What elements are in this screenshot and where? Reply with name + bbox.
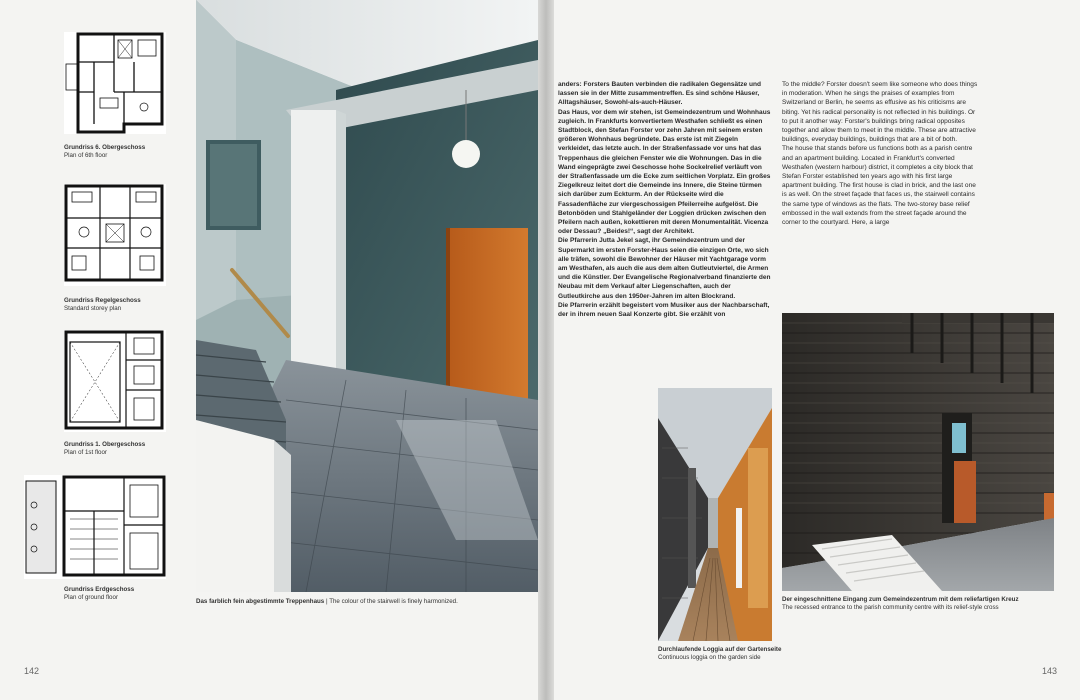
german-paragraph: anders: Forsters Bauten verbinden die radikalen Gegensätze und lassen sie in der Mitte zusammentreffen. Es sind schöne Häuser, Alltagshäuser, Sowohl-als-auch-Häuser. xyxy=(558,81,762,107)
caption-en: The recessed entrance to the parish community centre with its relief-style cross xyxy=(782,604,999,611)
entrance-caption xyxy=(782,596,1062,612)
plan-caption-en: Plan of ground floor xyxy=(64,594,119,601)
german-paragraph: Die Pfarrerin erzählt begeistert vom Musiker aus der Nachbarschaft, der in ihrem neuen Saal Konzerte gibt. Sie erzählt von xyxy=(558,301,770,319)
english-paragraph: To the middle? Forster doesn't seem like someone who does things in moderation. When he sings the praises of examples from Switzerland or Berlin, he seems as effusive as his criticisms are biting. Yet his radical personality is not reflected in his buildings. Or to put it another way: Forster's buildings bring radical opposites together and allow them to meet in the middle. These are attractive buildings, everyday buildings, buildings that are a bit of both. xyxy=(782,81,978,144)
loggia-photo xyxy=(658,388,772,641)
floor-plan-1st-floor xyxy=(64,330,166,432)
german-text-column xyxy=(558,80,772,319)
plan-caption-de: Grundriss Regelgeschoss xyxy=(64,297,141,304)
plan-caption-en: Plan of 6th floor xyxy=(64,152,108,159)
plan-caption-de: Grundriss 1. Obergeschoss xyxy=(64,441,146,448)
plan-caption-en: Plan of 1st floor xyxy=(64,449,107,456)
caption-en: Continuous loggia on the garden side xyxy=(658,654,761,661)
german-paragraph: Die Pfarrerin Jutta Jekel sagt, ihr Gemeindezentrum und der Supermarkt im ersten Forster-Haus seien die einzigen Orte, wo sich alle träfen, sowohl die Bewohner der Häuser mit Yachtgarage vorm am Westhafen, als auch die aus dem alten Gutleutviertel, die Armen und die Künstler. Der Evangelische Regionalverband finanzierte den Neubau mit dem Verkauf alter Liegenschaften, auch der Gutleutkirche aus den 1950er-Jahren im alten Blockrand. xyxy=(558,237,771,300)
stairwell-photo xyxy=(196,0,538,592)
plan-caption-en: Standard storey plan xyxy=(64,305,122,312)
german-paragraph: Das Haus, vor dem wir stehen, ist Gemeindezentrum und Wohnhaus zugleich. In Frankfurts konvertiertem Westhafen schließt es einen Stadtblock, den Stefan Forster vor zehn Jahren mit seinem ersten größeren Wohnhaus begründete. Das erste ist mit Ziegeln verkleidet, das letzte auch. In der Straßenfassade vor uns hat das Treppenhaus die gleichen Fenster wie die Wohnungen. Das in die Wand eingeprägte zwei Geschosse hohe Sockelrelief verläuft von der Straßenfassade um die Ecke zum seitlichen Vorplatz. Ein großes Ziegelkreuz leitet dort die Gemeinde ins Innere, die Steine türmen sich darüber zum Eckturm. An der Rückseite wird die Fassadenfläche zur viergeschossigen Pfeilerreihe aufgelöst. Die Betonböden und Stahlgeländer der Loggien drücken zwischen den Pfeilern nach außen, kokettieren mit deren Monumentalität. Vicenza oder Dessau? „Beides!“, sagt der Architekt. xyxy=(558,108,771,236)
plan-caption-ground-floor xyxy=(64,586,134,602)
floor-plan-standard-storey xyxy=(64,184,166,286)
floor-plan-ground-floor xyxy=(24,475,166,579)
plan-caption-de: Grundriss 6. Obergeschoss xyxy=(64,144,146,151)
entrance-photo xyxy=(782,313,1054,591)
caption-separator: | xyxy=(324,598,330,605)
plan-caption-de: Grundriss Erdgeschoss xyxy=(64,586,135,593)
plan-caption-6th-floor xyxy=(64,144,145,160)
stairwell-caption xyxy=(196,598,536,606)
page-number-right: 143 xyxy=(1042,666,1058,676)
plan-caption-standard-storey xyxy=(64,297,141,313)
floor-plan-6th-floor xyxy=(64,32,166,134)
caption-en: The colour of the stairwell is finely harmonized. xyxy=(329,598,458,605)
caption-de: Der eingeschnittene Eingang zum Gemeindezentrum mit dem reliefartigen Kreuz xyxy=(782,596,1019,603)
page-number-left: 142 xyxy=(24,666,40,676)
english-text-column xyxy=(782,80,982,227)
book-gutter xyxy=(538,0,554,700)
plan-caption-1st-floor xyxy=(64,441,145,457)
caption-de: Das farblich fein abgestimmte Treppenhaus xyxy=(196,598,325,605)
english-paragraph: The house that stands before us functions both as a parish centre and an apartment building. Located in Frankfurt's converted Westhafen (western harbour) district, it completes a city block that Stefan Forster established ten years ago with his first large apartment building. The first house is clad in brick, and the last one is as well. On the street façade that faces us, the stairwell contains the same type of windows as the flats. The two-storey base relief embossed in the wall extends from the street façade around the corner to the courtyard. Here, a large xyxy=(782,145,976,227)
loggia-caption xyxy=(658,646,788,662)
caption-de: Durchlaufende Loggia auf der Gartenseite xyxy=(658,646,782,653)
